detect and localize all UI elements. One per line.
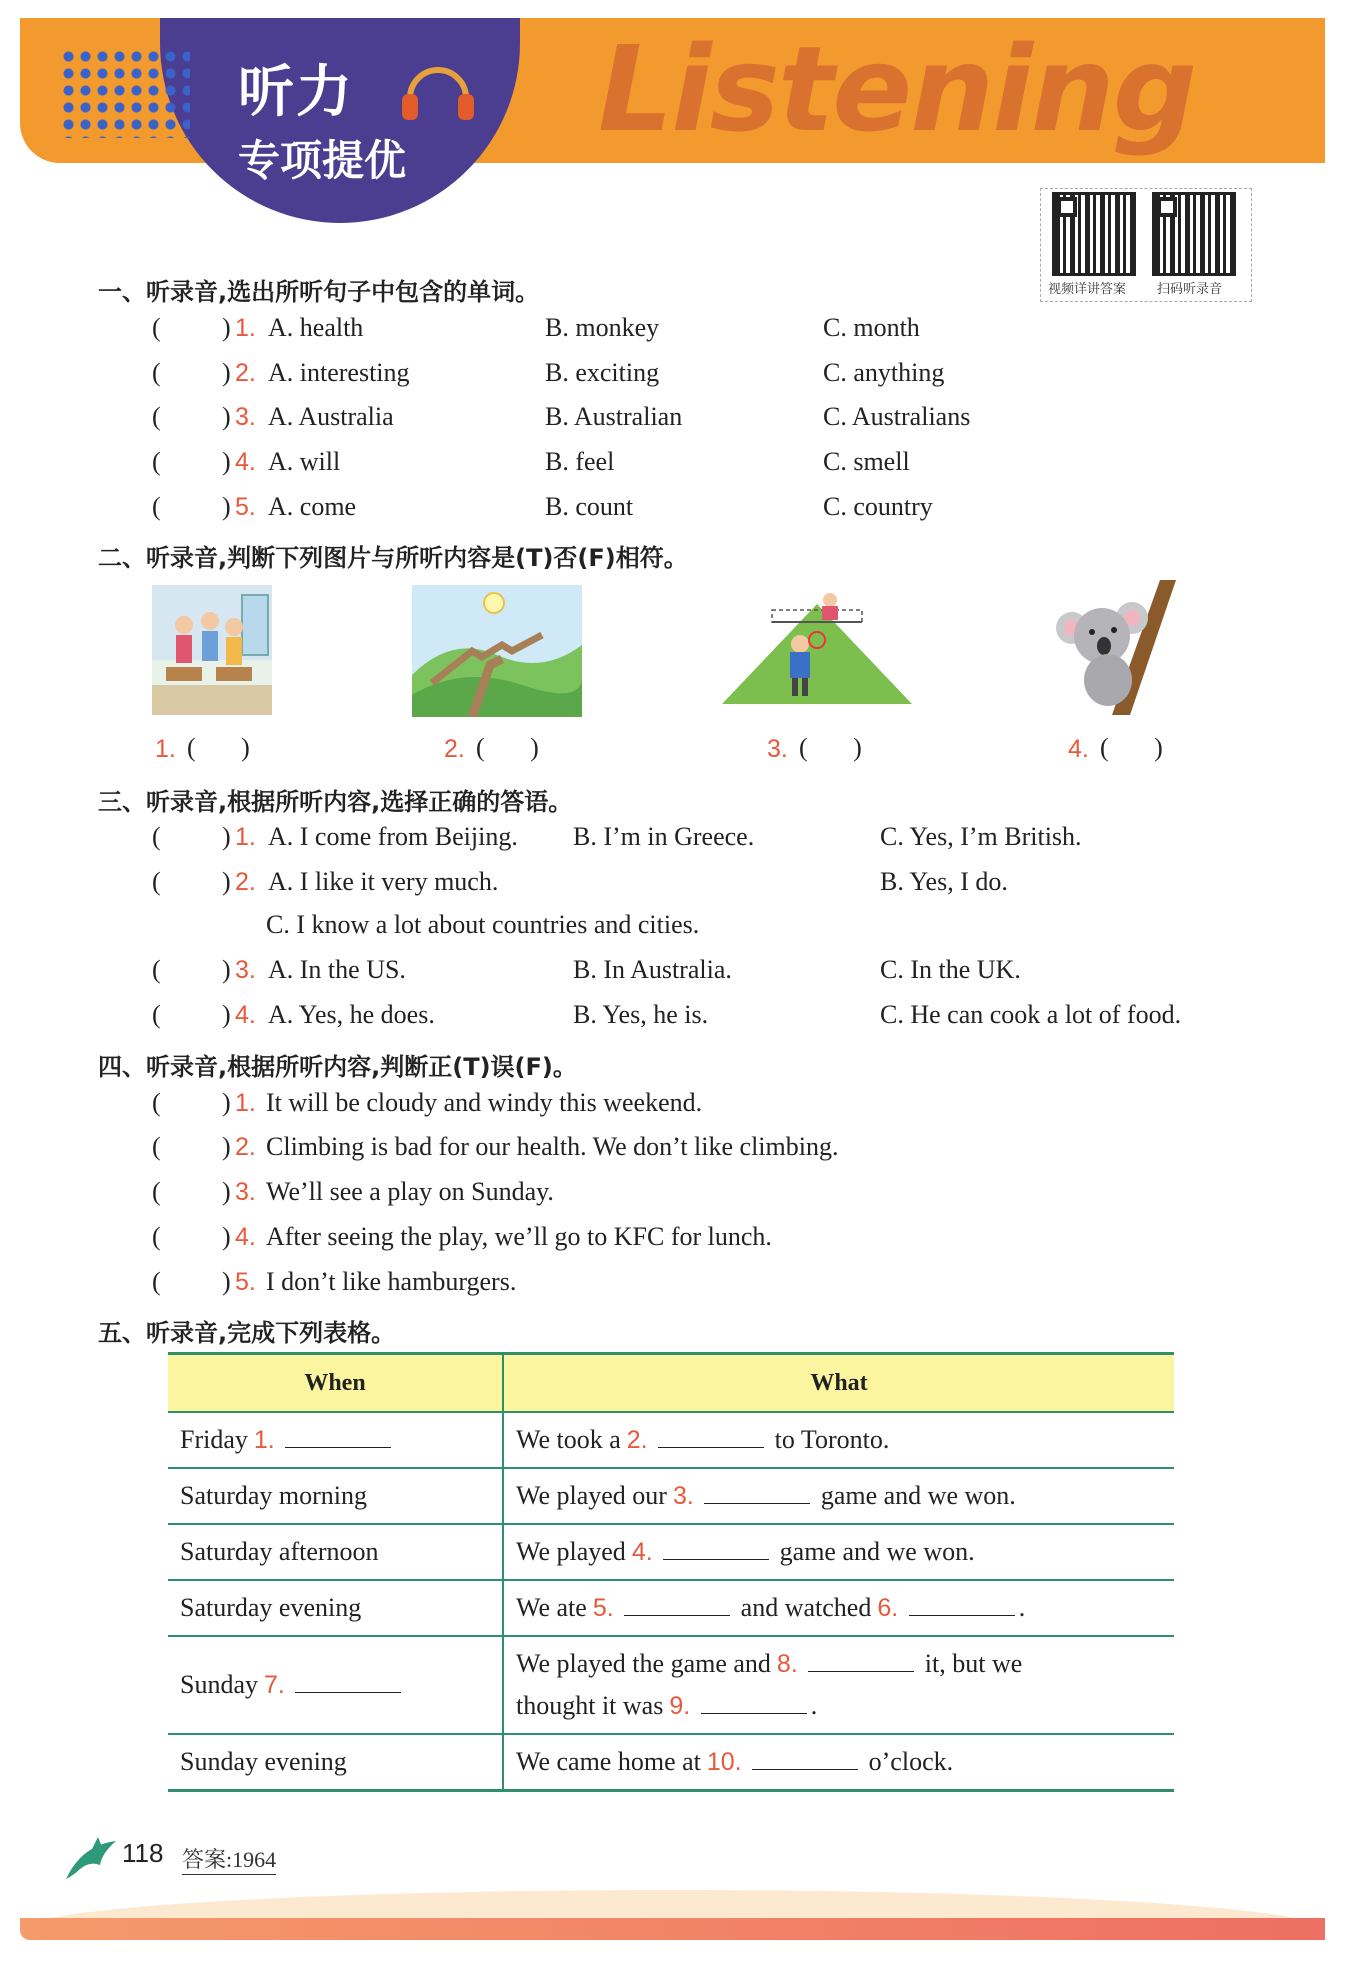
option-c: C. He can cook a lot of food. <box>880 1000 1182 1029</box>
when-cell: Sunday <box>180 1670 258 1699</box>
what-text: We took a <box>516 1425 621 1454</box>
picture-1-number: 1. <box>155 735 176 763</box>
item-number: 3. <box>235 956 256 984</box>
fill-blank[interactable] <box>295 1670 401 1693</box>
blank-number: 8. <box>776 1650 798 1678</box>
item-number: 3. <box>235 403 256 431</box>
column-header-what: What <box>503 1354 1174 1413</box>
picture-badminton-hill <box>722 582 912 712</box>
qr-caption-audio: 扫码听录音 <box>1157 282 1223 297</box>
when-cell: Saturday morning <box>180 1481 368 1510</box>
item-number: 4. <box>235 448 256 476</box>
option-b: B. count <box>545 492 634 521</box>
what-text: We ate <box>516 1593 587 1622</box>
table-row <box>168 1524 1174 1580</box>
what-text: game and we won. <box>820 1481 1016 1510</box>
option-c: C. month <box>823 313 920 342</box>
headphone-icon <box>398 50 478 130</box>
fill-blank[interactable] <box>658 1425 764 1448</box>
blank-number: 4. <box>631 1538 653 1566</box>
what-text: game and we won. <box>779 1537 975 1566</box>
option-a: A. come <box>268 492 357 521</box>
blank-number: 5. <box>592 1594 614 1622</box>
blank-number: 6. <box>877 1594 899 1622</box>
option-c: C. country <box>823 492 933 521</box>
dot-pattern <box>60 48 190 138</box>
blank-number: 2. <box>626 1426 648 1454</box>
what-text: o’clock. <box>868 1747 954 1776</box>
option-b: B. I’m in Greece. <box>573 822 755 851</box>
table-row <box>168 1734 1174 1791</box>
item-number: 1. <box>235 823 256 851</box>
section-1-heading: 一、听录音,选出所听句子中包含的单词。 <box>98 278 540 306</box>
what-text: . <box>810 1691 818 1720</box>
picture-3-number: 3. <box>767 735 788 763</box>
what-text: thought it was <box>516 1691 664 1720</box>
item-number: 2. <box>235 359 256 387</box>
what-text: it, but we <box>924 1649 1023 1678</box>
what-text: and watched <box>740 1593 872 1622</box>
option-a: A. I come from Beijing. <box>268 822 518 851</box>
option-a: A. Yes, he does. <box>268 1000 435 1029</box>
header-title-en: Listening <box>598 20 1196 158</box>
item-number: 1. <box>235 1089 256 1117</box>
statement: We’ll see a play on Sunday. <box>266 1177 554 1206</box>
blank-number: 9. <box>669 1692 691 1720</box>
header-title-cn-line1: 听力 <box>238 60 354 125</box>
when-cell: Saturday afternoon <box>180 1537 379 1566</box>
option-b: B. Australian <box>545 402 683 431</box>
answer-table <box>168 1352 1174 1792</box>
qr-code-video[interactable] <box>1052 192 1136 276</box>
section-3-heading: 三、听录音,根据所听内容,选择正确的答语。 <box>98 788 573 816</box>
blank-number: 3. <box>672 1482 694 1510</box>
item-number: 4. <box>235 1001 256 1029</box>
when-cell: Saturday evening <box>180 1593 362 1622</box>
section-4-heading: 四、听录音,根据所听内容,判断正(T)误(F)。 <box>98 1053 577 1081</box>
option-c: C. smell <box>823 447 910 476</box>
option-a: A. health <box>268 313 364 342</box>
when-cell: Friday <box>180 1425 248 1454</box>
blank-number: 7. <box>264 1671 285 1699</box>
table-row <box>168 1412 1174 1468</box>
fill-blank[interactable] <box>808 1649 914 1672</box>
table-header-row <box>168 1354 1174 1413</box>
option-c: C. anything <box>823 358 945 387</box>
option-a: A. Australia <box>268 402 394 431</box>
qr-caption-video: 视频详讲答案 <box>1048 282 1127 297</box>
picture-great-wall <box>412 585 582 717</box>
picture-4-number: 4. <box>1068 735 1089 763</box>
fill-blank[interactable] <box>752 1747 858 1770</box>
fill-blank[interactable] <box>663 1537 769 1560</box>
answer-reference: 答案:1964 <box>182 1843 276 1875</box>
option-c: C. In the UK. <box>880 955 1021 984</box>
option-b: B. exciting <box>545 358 660 387</box>
what-text: . <box>1018 1593 1026 1622</box>
what-text: We played <box>516 1537 626 1566</box>
statement: It will be cloudy and windy this weekend. <box>266 1088 703 1117</box>
option-b: B. Yes, I do. <box>880 867 1008 896</box>
blank-number: 1. <box>253 1426 275 1454</box>
picture-koala <box>1050 580 1180 715</box>
when-cell: Sunday evening <box>180 1747 347 1776</box>
option-b: B. monkey <box>545 313 660 342</box>
fill-blank[interactable] <box>285 1425 391 1448</box>
footer-band <box>20 1918 1325 1940</box>
section-2-heading: 二、听录音,判断下列图片与所听内容是(T)否(F)相符。 <box>98 544 688 572</box>
what-text: We came home at <box>516 1747 701 1776</box>
item-number: 1. <box>235 314 256 342</box>
option-a: A. interesting <box>268 358 410 387</box>
item-number: 3. <box>235 1178 256 1206</box>
table-row <box>168 1468 1174 1524</box>
fill-blank[interactable] <box>704 1481 810 1504</box>
what-text: We played the game and <box>516 1649 771 1678</box>
table-row <box>168 1580 1174 1636</box>
option-a: A. will <box>268 447 341 476</box>
what-text: to Toronto. <box>774 1425 890 1454</box>
picture-4-answer-paren[interactable]: ( ) <box>1100 733 1163 762</box>
fill-blank[interactable] <box>701 1691 807 1714</box>
item-number: 2. <box>235 868 256 896</box>
picture-3-answer-paren[interactable]: ( ) <box>799 733 862 762</box>
option-c: C. Yes, I’m British. <box>880 822 1082 851</box>
qr-code-audio[interactable] <box>1152 192 1236 276</box>
picture-2-number: 2. <box>444 735 465 763</box>
what-text: We played our <box>516 1481 667 1510</box>
option-b: B. feel <box>545 447 615 476</box>
column-header-when: When <box>168 1354 503 1413</box>
picture-1-answer-paren[interactable]: ( ) <box>187 733 250 762</box>
statement: I don’t like hamburgers. <box>266 1267 517 1296</box>
item-number: 2. <box>235 1133 256 1161</box>
table-row <box>168 1636 1174 1734</box>
page-number: 118 <box>122 1838 164 1868</box>
dolphin-icon <box>62 1835 122 1885</box>
fill-blank[interactable] <box>909 1593 1015 1616</box>
option-a: A. I like it very much. <box>268 867 499 896</box>
picture-classroom-kids <box>152 585 272 715</box>
picture-2-answer-paren[interactable]: ( ) <box>476 733 539 762</box>
item-number: 5. <box>235 1268 256 1296</box>
fill-blank[interactable] <box>624 1593 730 1616</box>
item-number: 5. <box>235 493 256 521</box>
option-c: C. I know a lot about countries and cities. <box>266 910 700 939</box>
option-c: C. Australians <box>823 402 971 431</box>
option-b: B. In Australia. <box>573 955 732 984</box>
blank-number: 10. <box>706 1748 742 1776</box>
statement: After seeing the play, we’ll go to KFC for lunch. <box>266 1222 772 1251</box>
header-title-cn-line2: 专项提优 <box>238 136 407 185</box>
option-a: A. In the US. <box>268 955 406 984</box>
option-b: B. Yes, he is. <box>573 1000 709 1029</box>
item-number: 4. <box>235 1223 256 1251</box>
statement: Climbing is bad for our health. We don’t like climbing. <box>266 1132 839 1161</box>
section-5-heading: 五、听录音,完成下列表格。 <box>98 1319 396 1347</box>
